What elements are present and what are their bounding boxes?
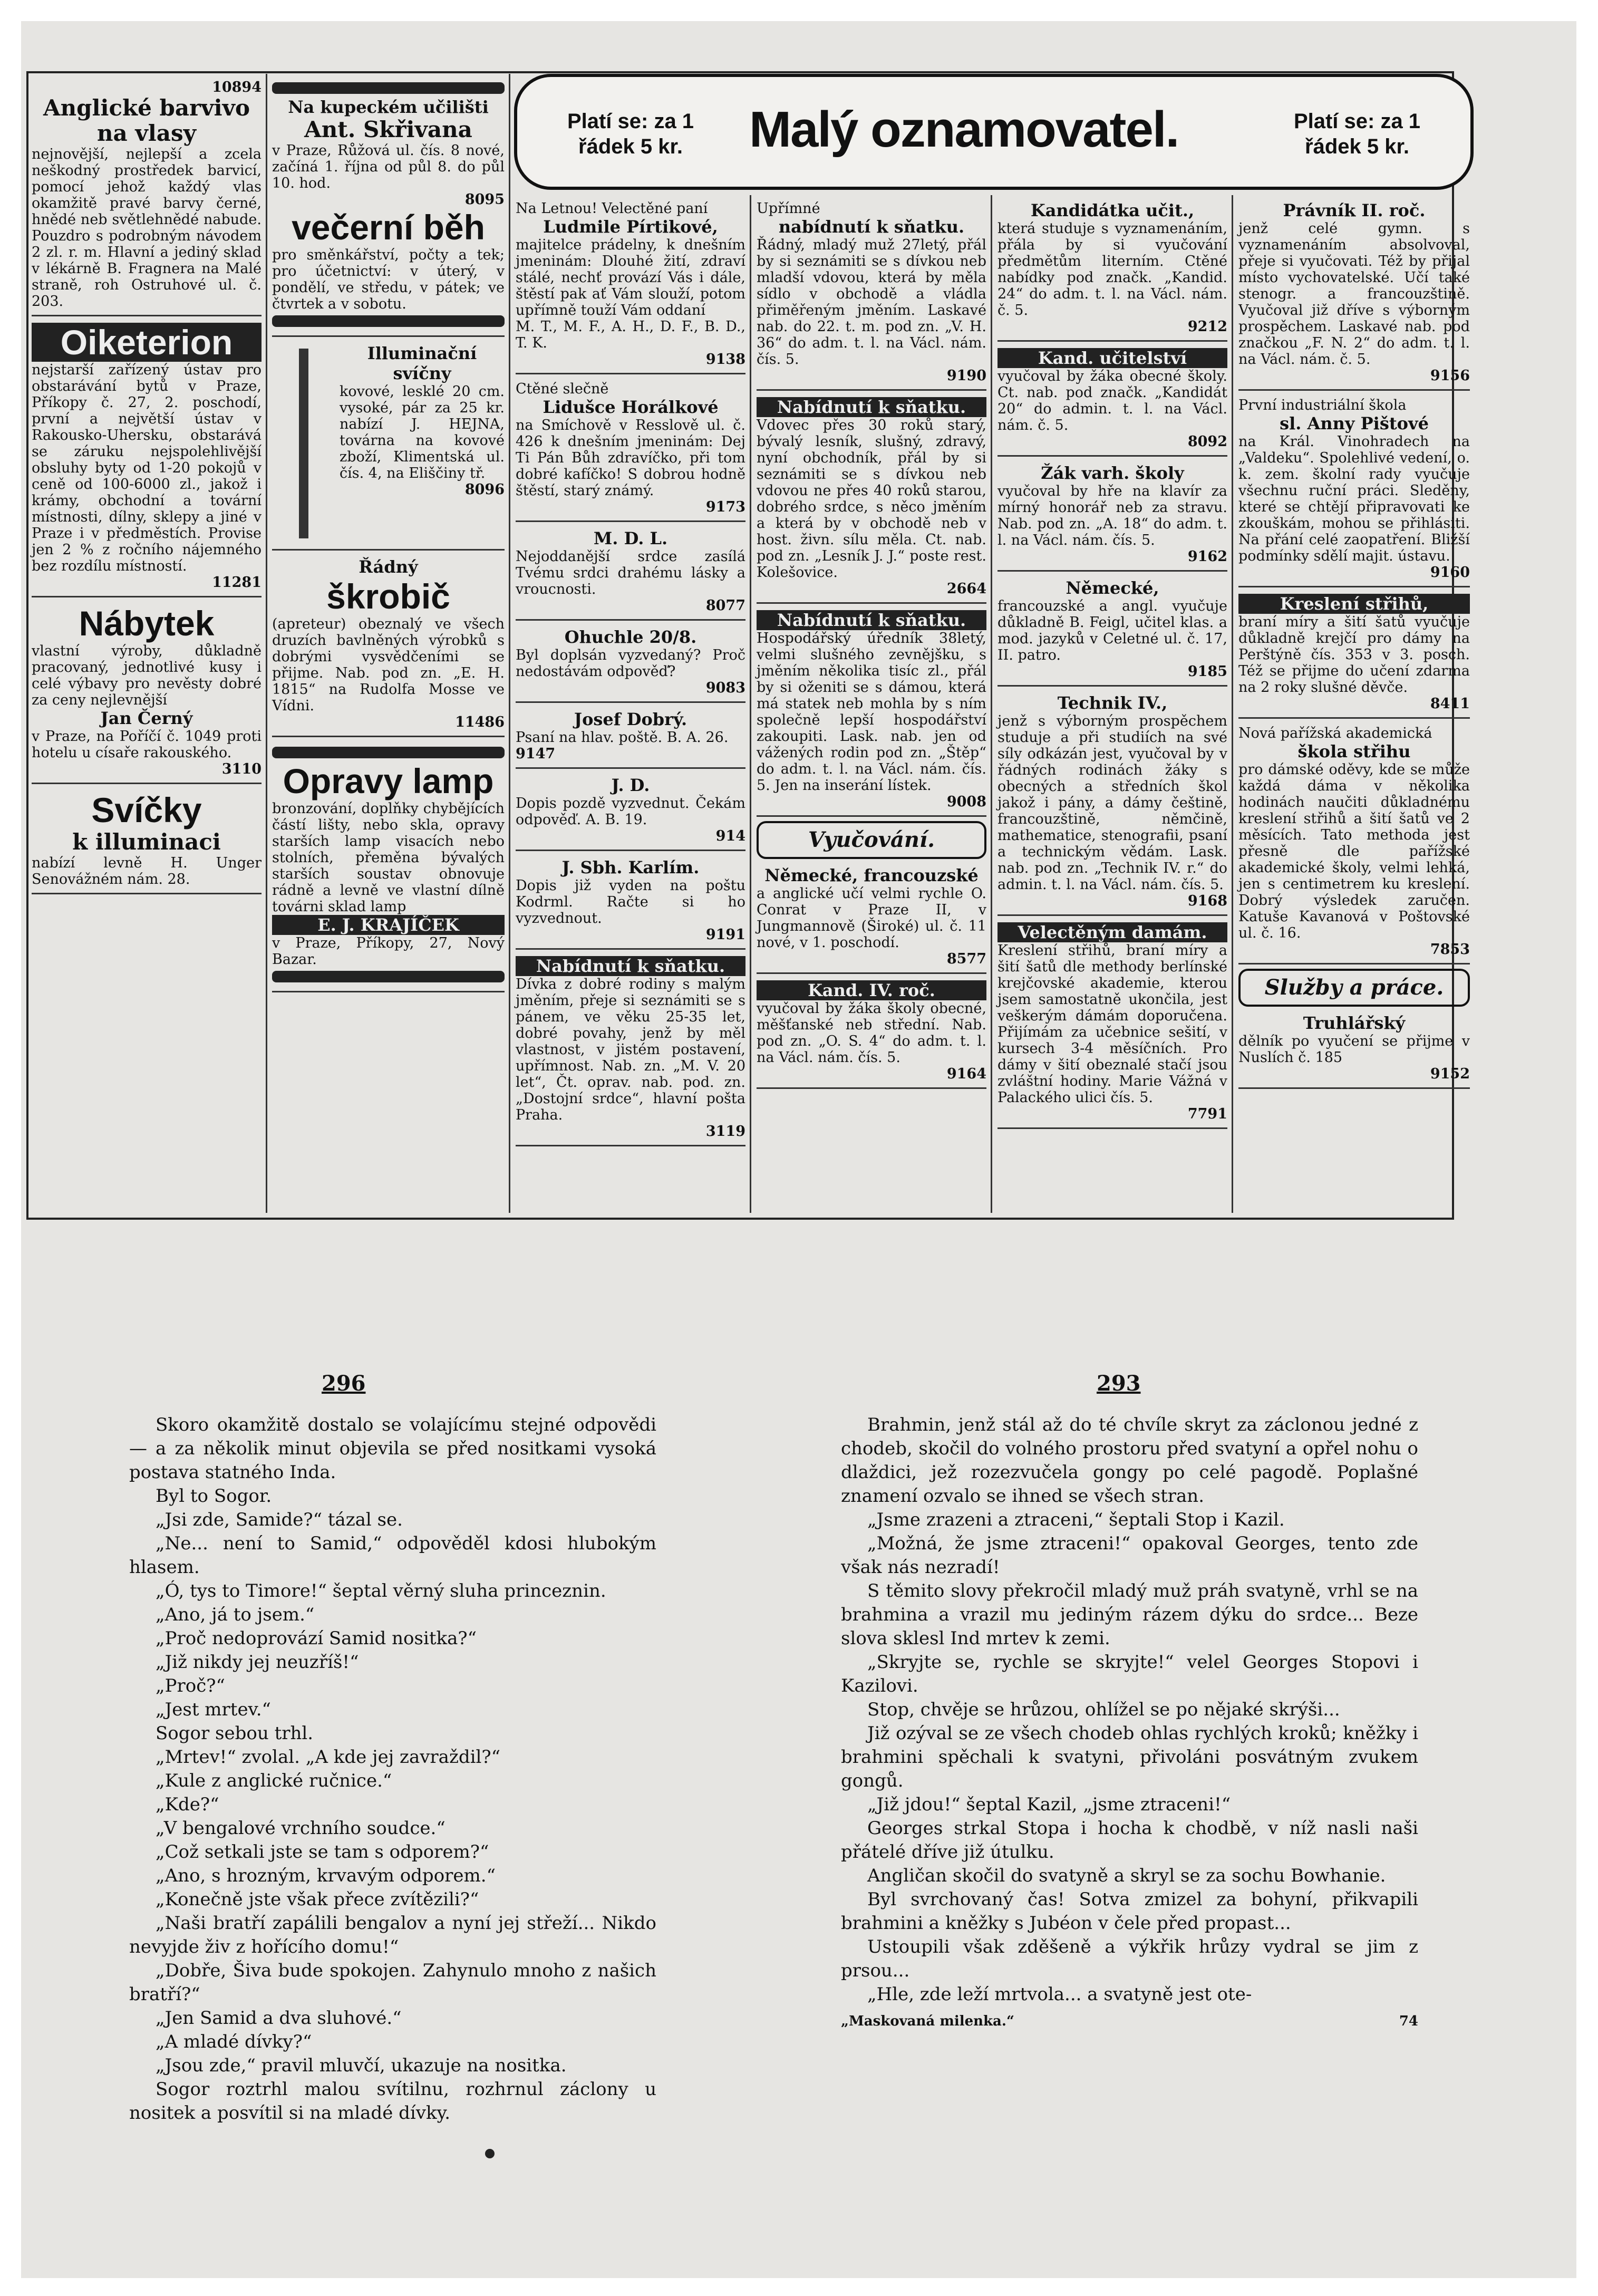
story-paragraph: „Konečně jste však přece zvítězili?“ <box>156 1889 479 1910</box>
ad-ref: 11486 <box>455 714 505 730</box>
ad-business-school <box>272 77 505 337</box>
decorative-bar <box>272 315 505 327</box>
ad-ref: 9160 <box>1430 564 1470 581</box>
ad-title: Nábytek <box>79 604 215 643</box>
ad-personal-5 <box>516 855 745 950</box>
story-paragraph: „Skryjte se, rychle se skryjte!“ velel Georges Stopovi i Kazilovi. <box>841 1652 1418 1696</box>
ad-personal-3 <box>516 707 745 769</box>
ad-ref: 11281 <box>212 574 262 591</box>
ad-title: M. D. L. <box>593 528 668 548</box>
candlestick-icon <box>272 349 335 538</box>
ad-body: francouzské a angl. vyučuje důkladně B. Feigl, učitel klas. a mod. jazyků v Celetné ul. č. 17, II. patro. <box>997 598 1227 663</box>
ad-body: vyučoval by žáka školy obecné, měšťanské neb střední. Nab. pod zn. „O. S. 4“ do adm. t. l. na Václ. nám. čís. 5. <box>757 1000 986 1066</box>
ad-ref: 2664 <box>946 581 986 597</box>
price-note-right: Platí se: za 1 řádek 5 kr. <box>1293 110 1421 158</box>
story-paragraph: Sogor sebou trhl. <box>156 1723 314 1744</box>
ad-title: Opravy lamp <box>283 761 494 800</box>
ad-marriage-offer-3 <box>757 395 986 604</box>
ad-ref: 8577 <box>946 951 986 967</box>
ad-title: Kandidátka učit., <box>1030 200 1195 220</box>
ad-title: Nabídnutí k sňatku. <box>757 397 986 417</box>
story-paragraph: „Jen Samid a dva sluhové.“ <box>156 2008 402 2029</box>
ad-body: majitelce prádelny, k dnešním jmeninám: Dlouhé žití, zdraví stálé, nechť provází Vás i dále, štěstí pak ať Vám slouží, potom upřímně touží Vám oddaní <box>516 237 745 319</box>
story-paragraph: „Jsou zde,“ pravil mluvčí, ukazuje na nositka. <box>156 2055 567 2076</box>
ad-ref: 9162 <box>1187 548 1227 565</box>
classifieds-column-2 <box>268 74 510 1213</box>
decorative-bar <box>272 82 505 94</box>
ad-candles <box>32 788 262 894</box>
ad-body: pro dámské oděvy, kde se může každá dáma v několika hodinách naučiti důkladnému kreslení střihů a šití šatů ve 2 měsících. Tato methoda jest přesně dle pařížské akademické školy, velmi lehká, jen s centimetrem ku kreslení. Dobrý výsledek zaručen. Katuše Kavanová v Poštovské ul. č. 16. <box>1238 761 1470 941</box>
ad-title: Anglické barvivo na vlasy <box>43 95 250 146</box>
ad-candlesticks <box>272 341 505 551</box>
footer-title: „Maskovaná milenka.“ <box>841 2013 1014 2029</box>
ad-ref: 9083 <box>705 680 745 696</box>
ad-personal-2 <box>516 625 745 703</box>
ad-ref: 9185 <box>1187 663 1227 680</box>
classifieds-masthead <box>514 74 1474 190</box>
story-paragraph: „Jsme zrazeni a ztraceni,“ šeptali Stop i Kazil. <box>867 1509 1285 1530</box>
ad-body: jenž celé gymn. s vyznamenáním absolvoval, přeje si vyučovati. Též by přijal místo vychovatelské. Učí také stenogr. a francouzštině. Vyučoval již dříve s výborným prospěchem. Laskavé nab. pod značkou „F. N. 2“ do adm. t. l. na Václ. nám. č. 5. <box>1238 220 1470 368</box>
ad-title: J. Sbh. Karlím. <box>561 857 700 877</box>
ad-title: Kand. učitelství <box>997 348 1227 368</box>
ad-paris-academy <box>1238 723 1470 964</box>
ad-body: braní míry a šití šatů vyučuje důkladně krejčí pro dámy na Perštýně čís. 353 v 3. posch. Též se přijme do učení zdarma na 2 roky slušné děvče. <box>1238 614 1470 696</box>
ad-body: vyučoval by hře na klavír za mírný honorář neb za stravu. Nab. pod zn. „A. 18“ do adm. t. l. na Václ. nám. čís. 5. <box>997 483 1227 548</box>
ad-title: Technik IV., <box>1057 693 1168 713</box>
ad-body: (apreteur) obeznalý ve všech druzích bavlněných výrobků s dobrými vysvědčeními se přijme. Nab. pod zn. „E. H. 1815“ na Rudolfa Mosse ve Vídni. <box>272 616 505 714</box>
ad-intro: Na Letnou! Velectěné paní <box>516 200 708 217</box>
ad-big-text: večerní běh <box>292 208 485 247</box>
story-paragraph: „Možná, že jsme ztraceni!“ opakoval Georges, tento zde však nás nezradí! <box>841 1533 1418 1578</box>
ad-title: Kreslení střihů, <box>1238 594 1470 614</box>
ad-address: v Praze, Příkopy, 27, Nový Bazar. <box>272 935 505 968</box>
ad-pattern-drawing <box>1238 592 1470 719</box>
story-paragraph: „Jest mrtev.“ <box>156 1699 271 1720</box>
ad-greeting-1 <box>516 198 745 374</box>
ad-body: nabízí levně H. Unger Senovážném nám. 28. <box>32 855 262 887</box>
ad-teacher-candidate <box>997 198 1227 342</box>
story-paragraph: „Což setkali jste se tam s odporem?“ <box>156 1841 489 1863</box>
ad-title: sl. Anny Pištové <box>1280 413 1429 433</box>
story-paragraph: Byl svrchovaný čas! Sotva zmizel za bohyní, přikvapili brahmini a kněžky s Jubéon v čele před propast... <box>841 1889 1418 1934</box>
ad-ref: 9173 <box>705 499 745 515</box>
ad-name: Ant. Skřivana <box>304 117 472 142</box>
ad-top: Na kupeckém učilišti <box>288 97 489 117</box>
ad-ref: 3119 <box>705 1123 745 1140</box>
story-paragraph: „Dobře, Šiva bude spokojen. Zahynulo mnoho z našich bratří?“ <box>129 1960 656 2005</box>
ad-signature: M. T., M. F., A. H., D. F., B. D., T. K. <box>516 319 745 351</box>
ad-name: Lidušce Horálkové <box>543 397 719 417</box>
ad-body: Nejoddanější srdce zasílá Tvému srdci drahému lásky a vroucnosti. <box>516 548 745 597</box>
ad-body: Dívka z dobré rodiny s malým jměním, přeje si seznámiti se s pánem, ve věku 25-35 let, dobré povahy, jenž by měl vlastnost, v jistém postavení, upřímnost. Nab. zn. „M. V. 20 let“, Čt. oprav. nab. pod. zn. „Dostojní srdce“, hlavní pošta Praha. <box>516 976 745 1123</box>
ad-ref: 9164 <box>946 1066 986 1082</box>
ad-title: Právník II. roč. <box>1283 200 1426 220</box>
ad-body: Hospodářský úředník 38letý, velmi slušného zevnějšku, s jměním několika tisíc zl., přál by si oženiti se s dámou, která má statek neb mohla by s ním společně lepší hospodářství zakoupiti. Lask. nab. jen od vážených rodin pod zn. „Štěp“ do adm. t. l. na Václ. nám. čís. 5. Jen na inserání lístek. <box>757 630 986 794</box>
story-paragraph: Byl to Sogor. <box>156 1485 272 1507</box>
ad-body: Kreslení střihů, braní míry a šití šatů dle methody berlínské krejčovské akademie, kterou jsem samostatně ukončila, jest veškerým dámám doporučena. Přijímám za učebnice sešití, v kursech 3-4 měsíčních. Pro dámy v šití obeznalé stačí jsou zvláštní hodiny. Marie Vážná v Palackého ulici čís. 5. <box>997 942 1227 1106</box>
ad-language-lessons <box>757 863 986 974</box>
ad-body: vlastní výroby, důkladně pracovaný, jednotlivé kusy i celé výbavy pro nevěsty dobré za ceny nejlevnější <box>32 643 262 708</box>
ad-ref: 10894 <box>212 79 262 95</box>
story-paragraph: Již ozýval se ze všech chodeb ohlas rychlých kroků; kněžky i brahmini spěchali k svatyni, přivoláni posvátným zvukem gongů. <box>841 1723 1418 1791</box>
story-paragraph: Georges strkal Stopa i hocha k chodbě, v níž nasli naši přátelé dříve již útulku. <box>841 1818 1418 1863</box>
ad-body: vyučoval by žáka obecné školy. Ct. nab. pod značk. „Kandidát 20“ do admin. t. l. na Václ. nám. č. 5. <box>997 368 1227 433</box>
ad-body: Psaní na hlav. poště. B. A. 26. <box>516 729 729 746</box>
story-paragraph: „A mladé dívky?“ <box>156 2031 312 2052</box>
story-column-right <box>841 1413 1418 2141</box>
ad-ref: 9138 <box>705 351 745 368</box>
ad-title: Nabídnutí k sňatku. <box>757 610 986 630</box>
ad-name: Ludmile Pírtikové, <box>543 217 718 237</box>
story-paragraph: „Hle, zde leží mrtvola... a svatyně jest ote- <box>867 1984 1252 2005</box>
ad-body: Byl doplsán vyzvedaný? Proč nedostávám odpověď? <box>516 647 745 680</box>
story-paragraph: „Mrtev!“ zvolal. „A kde jej zavraždil?“ <box>156 1747 500 1768</box>
ad-title: nabídnutí k sňatku. <box>778 217 965 237</box>
ad-top: První industriální škola <box>1238 397 1407 413</box>
ad-personal-4 <box>516 773 745 851</box>
ad-title: Německé, <box>1066 578 1159 598</box>
classifieds-column-5 <box>993 195 1233 1213</box>
story-paragraph: „Kule z anglické ručnice.“ <box>156 1770 392 1791</box>
ad-hair-dye <box>32 77 262 316</box>
ad-ref: 8096 <box>464 481 505 498</box>
ad-ref: 9152 <box>1430 1066 1470 1082</box>
ad-title: škola střihu <box>1297 741 1411 761</box>
ad-ref: 3110 <box>221 761 262 777</box>
ad-ref: 8092 <box>1187 433 1227 450</box>
ad-industrial-school <box>1238 395 1470 587</box>
ad-ref: 9168 <box>1187 893 1227 909</box>
story-paragraph: „Ano, já to jsem.“ <box>156 1604 315 1625</box>
story-paragraph: Ustoupili však zděšeně a výkřik hrůzy vydral se jim z prsou... <box>841 1936 1418 1981</box>
ad-ref: 9212 <box>1187 319 1227 335</box>
ad-top: Nová pařížská akademická <box>1238 725 1432 741</box>
ad-body: Dopis pozdě vyzvednut. Čekám odpověď. A. B. 19. <box>516 795 745 828</box>
ad-subtitle: k illuminaci <box>72 829 221 855</box>
ad-intro: Ctěné slečně <box>516 381 609 397</box>
story-paragraph: Sogor roztrhl malou svítilnu, rozhrnul záclony u nositek a posvítil si na mladé dívky. <box>129 2079 656 2124</box>
ad-body: jenž s výborným prospěchem studuje a při studiích na své síly odkázán jest, vyučoval by v řádných rodinách žáky s obecných a středních škol jakož i pány, a dámy češtině, francouzštině, němčině, mathematice, stenografii, psaní a technickým vědám. Lask. nab. pod zn. „Technik IV. r.“ do admin. t. l. na Václ. nám. čís. 5. <box>997 713 1227 893</box>
ad-title: Josef Dobrý. <box>574 709 687 729</box>
newspaper-page <box>21 21 1576 2278</box>
ad-greeting-2 <box>516 379 745 522</box>
ad-ref: 9190 <box>946 368 986 384</box>
price-note-left: Platí se: za 1 řádek 5 kr. <box>567 110 694 158</box>
ad-ref: 9147 <box>516 746 556 762</box>
ad-oiketerion <box>32 321 262 597</box>
section-heading-teaching: Vyučování. <box>757 821 986 859</box>
ad-ref: 9156 <box>1430 368 1470 384</box>
ad-ref: 9191 <box>705 927 745 943</box>
ad-marriage-offer-2 <box>757 198 986 391</box>
ad-body: na Smíchově v Resslově ul. č. 426 k dnešním jmeninám: Dej Ti Pán Bůh zdravíčko, při tom dobré kafíčko! S dobrou hodně štěstí, starý známý. <box>516 417 745 499</box>
page-number-right: 293 <box>1097 1371 1141 1396</box>
ad-body: Vdovec přes 30 roků starý, bývalý lesník, slušný, zdravý, nyní obchodník, přál by si seznámiti se s dívkou neb vdovou ne přes 40 roků starou, dobrého srdce, s něco jměním a která by v obchodě neb v host. živn. sílu měla. Ct. nab. pod zn. „Lesník J. J.“ poste rest. Kolešovice. <box>757 417 986 581</box>
story-paragraph: „Již nikdy jej neuzříš!“ <box>156 1652 359 1673</box>
ad-german-lessons <box>997 576 1227 687</box>
classifieds-column-6 <box>1234 195 1474 1213</box>
ad-personal-1 <box>516 526 745 621</box>
ad-carpenter <box>1238 1011 1470 1089</box>
story-column-left <box>129 1413 656 2141</box>
ad-ref: 914 <box>715 828 745 844</box>
ad-body: Dopis již vyden na poštu Kodrml. Račte si ho vyzvednout. <box>516 877 745 927</box>
ad-body: v Praze, Růžová ul. čís. 8 nové, začíná 1. října od půl 8. do půl 10. hod. <box>272 142 505 191</box>
story-paragraph: Brahmin, jenž stál až do té chvíle skryt za záclonou jedné z chodeb, skočil do volného prostoru před svatyní a opřel nohu o dlaždici, jež rozezvučela gongy po celé pagodě. Poplašné znamení ozvalo se ihned se všech stran. <box>841 1414 1418 1507</box>
ad-ref: 8077 <box>705 597 745 614</box>
ad-furniture <box>32 602 262 784</box>
ad-title: Truhlářský <box>1303 1013 1406 1033</box>
story-paragraph: „Naši bratří zapálili bengalov a nyní jej střeží... Nikdo nevyjde živ z hořícího domu!“ <box>129 1913 656 1957</box>
ad-ref: 7791 <box>1187 1106 1227 1122</box>
ad-title: Svíčky <box>91 790 202 829</box>
classifieds-column-1 <box>27 74 267 1213</box>
story-paragraph: „Kde?“ <box>156 1794 219 1815</box>
ad-title: Žák varh. školy <box>1041 463 1184 483</box>
ad-body: a anglické učí velmi rychle O. Conrat v Praze II, v Jungmannově (Široké) ul. č. 11 nové, v 1. poschodí. <box>757 885 986 951</box>
masthead-title: Malý oznamovatel. <box>749 101 1179 158</box>
ad-name: E. J. KRAJÍČEK <box>272 915 505 935</box>
ad-sewing-ladies <box>997 920 1227 1129</box>
ad-starcher <box>272 555 505 737</box>
ad-title: škrobič <box>326 577 450 616</box>
story-paragraph: Skoro okamžitě dostalo se volajícímu stejné odpovědi — a za několik minut objevila se před nositkami vysoká postava statného Inda. <box>129 1414 656 1483</box>
ad-title: Kand. IV. roč. <box>757 980 986 1000</box>
footer-number: 74 <box>1399 2013 1418 2029</box>
story-paragraph: „Ó, tys to Timore!“ šeptal věrný sluha princeznin. <box>156 1580 606 1602</box>
story-paragraph: „V bengalové vrchního soudce.“ <box>156 1818 445 1839</box>
ad-title: Velectěným damám. <box>997 922 1227 942</box>
ad-title: Illuminační svíčny <box>367 343 477 383</box>
classifieds-column-3 <box>511 195 751 1213</box>
ad-title: J. D. <box>611 775 650 795</box>
ad-body: Řádný, mladý muž 27letý, přál by si seznámiti se s dívkou neb mladší vdovou, která by měla sídlo v obchodě a vládla přiměřeným jměním. Laskavé nab. do 22. t. m. pod zn. „V. H. 36“ do adm. t. l. na Václ. nám. čís. 5. <box>757 237 986 368</box>
ad-ref: 8095 <box>464 191 505 208</box>
story-footer <box>841 2010 1418 2033</box>
ad-ref: 7853 <box>1430 941 1470 958</box>
ad-technician <box>997 691 1227 916</box>
ad-body-2: pro směnkářství, počty a tek; pro účetnictví: v úterý, v pondělí, ve středu, v pátek; ve čtvrtek a v sobotu. <box>272 247 505 312</box>
story-paragraph: „Ano, s hrozným, krvavým odporem.“ <box>156 1865 496 1886</box>
story-paragraph: Angličan skočil do svatyně a skryl se za sochu Bowhanie. <box>867 1865 1386 1886</box>
decorative-bar <box>272 971 505 982</box>
ad-top: Řádný <box>359 557 418 577</box>
ad-tutor-candidate <box>757 978 986 1089</box>
ink-dot <box>485 2149 495 2158</box>
story-paragraph: „Jsi zde, Samide?“ tázal se. <box>156 1509 403 1530</box>
ad-body: na Král. Vinohradech na „Valdeku“. Spolehlivé vedení, o. k. zem. školní rady vyučuje všechnu ruční práci. Sleděny, které se chtějí připravovati ke zkouškám, mohou se přihlásiti. Na přání celé zaopatření. Bližší podmínky sdělí majit. ústavu. <box>1238 433 1470 564</box>
ad-name: Jan Černý <box>100 708 193 728</box>
ad-body: dělník po vyučení se přijme v Nuslích č. 185 <box>1238 1033 1470 1066</box>
ad-ref: 9008 <box>946 794 986 810</box>
ad-marriage-offer-4 <box>757 608 986 817</box>
ad-body: bronzování, doplňky chybějících částí lišty, nebo skla, opravy starších lamp visacích nebo stolních, přeměna bývalých starších soustav obnovuje rádně a levně ve vlastní dílně továrni sklad lamp <box>272 800 505 915</box>
ad-ref: 8411 <box>1430 696 1470 712</box>
ad-title: Nabídnutí k sňatku. <box>516 956 745 976</box>
ad-lamp-repairs <box>272 741 505 992</box>
decorative-bar <box>272 747 505 758</box>
ad-body: nejstarší zařízený ústav pro obstarávání bytů v Praze, Příkopy č. 27, 2. poschodí, první a největší ústav v Rakousko-Uhersku, obstarává se záruku nejspolehlivější obsluhy byty od 1-20 pokojů v ceně od 100-6000 zl., jakož i krámy, obchodní a tovární místnosti, dílny, sklepy a jiné v Praze i v předměstích. Provise jen 2 % z ročního nájemného bez rozdílu místností. <box>32 362 262 574</box>
ad-intro: Upřímné <box>757 200 820 217</box>
page-number-left: 296 <box>322 1371 366 1396</box>
story-paragraph: „Ne... není to Samid,“ odpověděl kdosi hlubokým hlasem. <box>129 1533 656 1578</box>
ad-teaching-candidate <box>997 346 1227 457</box>
ad-body: kovové, lesklé 20 cm. vysoké, pár za 25 kr. nabízí J. HEJNA, továrna na kovové zboží, Klimentská ul. čís. 4, na Eliščiny tř. <box>340 383 505 481</box>
ad-title: Oiketerion <box>32 323 262 362</box>
ad-title: Německé, francouzské <box>764 865 979 885</box>
story-paragraph: „Již jdou!“ šeptal Kazil, „jsme ztraceni!“ <box>867 1794 1231 1815</box>
ad-organ-student <box>997 461 1227 572</box>
story-paragraph: „Proč nedoprovází Samid nositka?“ <box>156 1628 477 1649</box>
ad-title: Ohuchle 20/8. <box>564 627 697 647</box>
ad-address: v Praze, na Poříčí č. 1049 proti hotelu u císaře rakouského. <box>32 728 262 761</box>
ad-marriage-offer-1 <box>516 954 745 1146</box>
story-paragraph: Stop, chvěje se hrůzou, ohlížel se po nějaké skrýši... <box>867 1699 1340 1720</box>
story-paragraph: „Proč?“ <box>156 1675 225 1696</box>
classifieds-column-4 <box>752 195 992 1213</box>
ad-body: která studuje s vyznamenáním, přála by si vyučování předmětům literním. Ctěné nabídky pod značk. „Kandid. 24“ do adm. t. l. na Václ. nám. č. 5. <box>997 220 1227 319</box>
ad-body: nejnovější, nejlepší a zcela neškodný prostředek barvicí, pomocí jehož každý vlas okamžitě pravé barvy černé, hnědé neb světlehnědé nabude. Pouzdro s podrobným návodem 2 zl. r. m. Hlavní a jediný sklad v lékárně B. Fragnera na Malé straně, roh Ostruhové ul. č. 203. <box>32 146 262 310</box>
section-heading-services: Služby a práce. <box>1238 969 1470 1007</box>
story-paragraph: S těmito slovy překročil mladý muž práh svatyně, vrhl se na brahmina a vrazil mu jediným rázem dýku do srdce... Beze slova sklesl Ind mrtev k zemi. <box>841 1580 1418 1649</box>
ad-law-student <box>1238 198 1470 391</box>
